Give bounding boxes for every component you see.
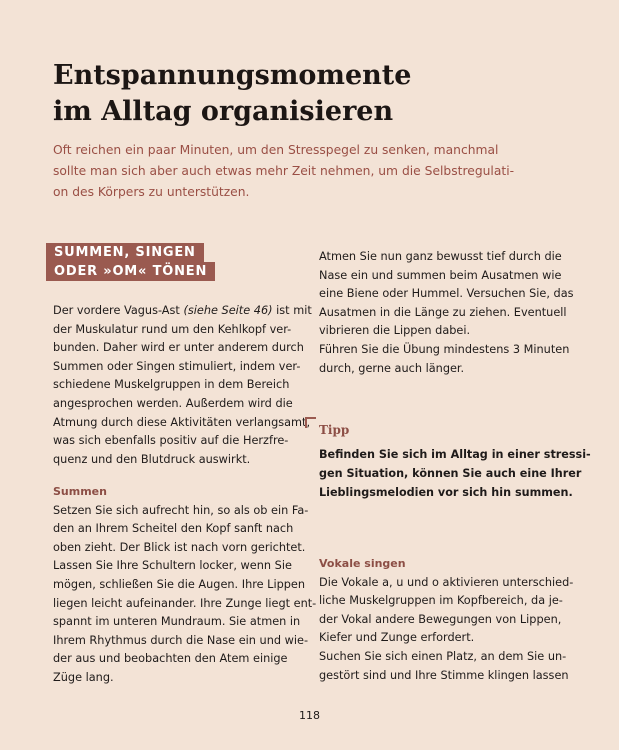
text-line: liegen leicht aufeinander. Ihre Zunge liegt ent- (53, 596, 317, 610)
text-line: was sich ebenfalls positiv auf die Herzfre- (53, 434, 289, 448)
intro-line: sollte man sich aber auch etwas mehr Zeit nehmen, um die Selbstregulati- (53, 164, 515, 178)
tip-line: Befinden Sie sich im Alltag in einer stressi- (319, 448, 591, 461)
text-line: vibrieren die Lippen dabei. (319, 324, 471, 338)
text-line: gestört sind und Ihre Stimme klingen lassen (319, 668, 569, 682)
text-line: Atmen Sie nun ganz bewusst tief durch die (319, 250, 562, 263)
tip-line: gen Situation, können Sie auch eine Ihrer (319, 467, 582, 480)
text-line: der Vokal andere Bewegungen von Lippen, (319, 612, 562, 626)
text-line: mögen, schließen Sie die Augen. Ihre Lippen (53, 577, 306, 591)
text-line: Atmung durch diese Aktivitäten verlangsamt, (53, 415, 311, 429)
intro-line: on des Körpers zu unterstützen. (53, 185, 250, 199)
title-line: im Alltag organisieren (53, 96, 394, 127)
text-line: quenz und den Blutdruck auswirkt. (53, 452, 251, 466)
intro-paragraph (53, 140, 583, 203)
left-paragraph (53, 302, 312, 469)
text-line: liche Muskelgruppen im Kopfbereich, da je- (319, 594, 563, 608)
tip-line: Lieblingsmelodien vor sich hin summen. (319, 486, 573, 499)
text-line: Kiefer und Zunge erfordert. (319, 631, 475, 645)
text-line: oben zieht. Der Blick ist nach vorn gerichtet. (53, 540, 306, 554)
summen-section (53, 483, 317, 688)
text-line: Ausatmen in die Länge zu ziehen. Eventuell (319, 305, 567, 319)
text-line: Nase ein und summen beim Ausatmen wie (319, 268, 562, 282)
text-line: der Muskulatur rund um den Kehlkopf ver- (53, 322, 292, 336)
text-line: bunden. Daher wird er unter anderem durch (53, 341, 304, 355)
text-line: angesprochen werden. Außerdem wird die (53, 396, 293, 410)
section-heading (46, 243, 215, 281)
text-line: spannt im unteren Mundraum. Sie atmen in (53, 615, 301, 629)
page-number: 118 (299, 709, 320, 722)
intro-line: Oft reichen ein paar Minuten, um den Stresspegel zu senken, manchmal (53, 143, 499, 157)
title-line: Entspannungsmomente (53, 60, 412, 91)
text-line: den an Ihrem Scheitel den Kopf sanft nach (53, 522, 294, 536)
page-title (53, 58, 593, 130)
summen-heading: Summen (53, 485, 107, 498)
text-line: Setzen Sie sich aufrecht hin, so als ob ein Fa- (53, 503, 309, 517)
tip-corner-marker (305, 417, 316, 428)
section-heading-line: SUMMEN, SINGEN (46, 243, 204, 262)
text-line: Führen Sie die Übung mindestens 3 Minuten (319, 342, 570, 356)
tip-text (319, 445, 591, 502)
text-line: schiedene Muskelgruppen in dem Bereich (53, 378, 290, 392)
section-heading-line: ODER »OM« TÖNEN (46, 262, 215, 281)
vokale-heading: Vokale singen (319, 557, 406, 570)
text-line: Der vordere Vagus-Ast (siehe Seite 46) ist mit (53, 304, 312, 317)
tip-label: Tipp (319, 423, 350, 437)
text-line: Lassen Sie Ihre Schultern locker, wenn Sie (53, 559, 292, 573)
text-line: Ihrem Rhythmus durch die Nase ein und wie- (53, 633, 309, 647)
text-line: eine Biene oder Hummel. Versuchen Sie, das (319, 287, 574, 301)
text-line: Summen oder Singen stimuliert, indem ver- (53, 359, 301, 373)
vokale-section (319, 555, 574, 685)
text-line: Züge lang. (53, 670, 114, 684)
right-paragraph (319, 248, 574, 378)
text-line: der aus und beobachten den Atem einige (53, 652, 288, 666)
text-line: durch, gerne auch länger. (319, 361, 465, 375)
text-line: Suchen Sie sich einen Platz, an dem Sie un- (319, 649, 567, 663)
text-line: Die Vokale a, u und o aktivieren unterschied- (319, 575, 574, 589)
